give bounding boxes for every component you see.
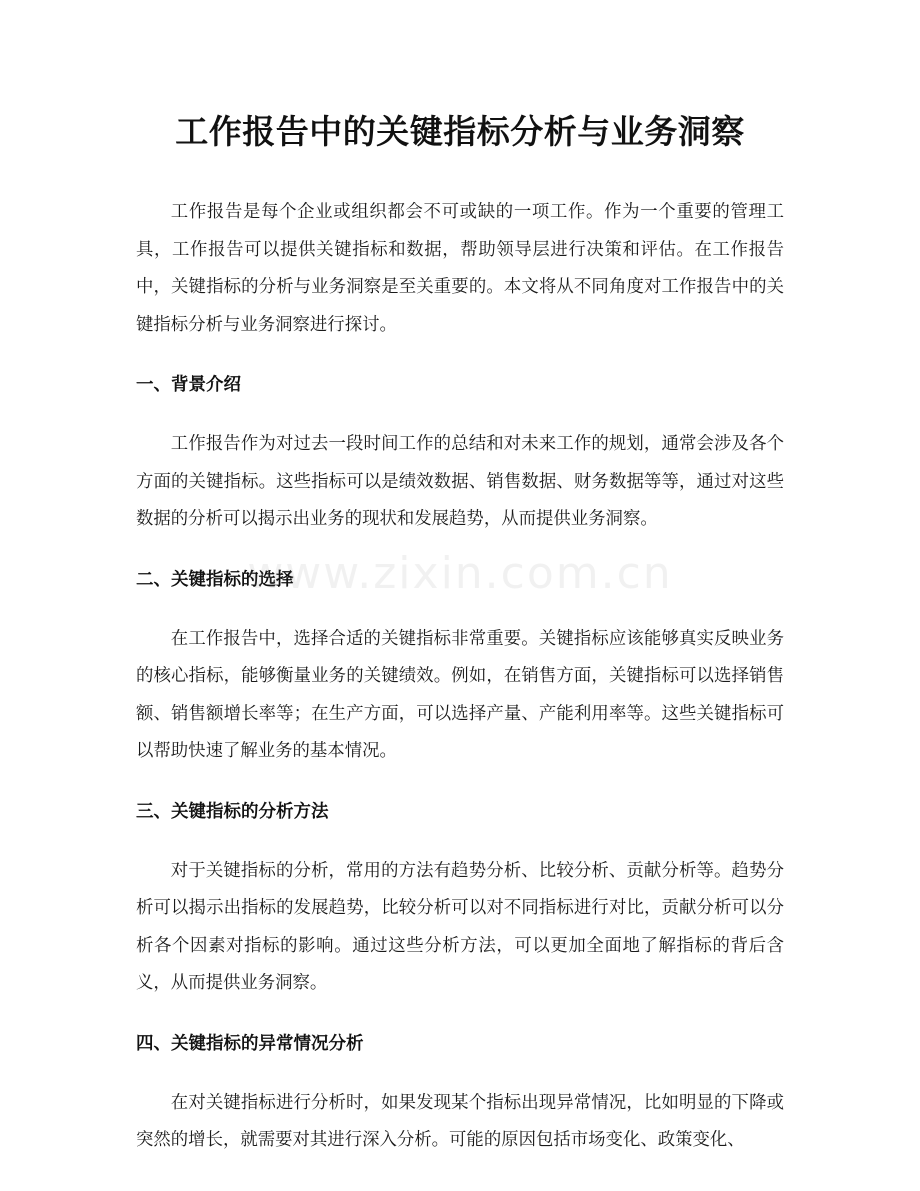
- section-body-anomaly: 在对关键指标进行分析时，如果发现某个指标出现异常情况，比如明显的下降或突然的增长，就需要对其进行深入分析。可能的原因包括市场变化、政策变化、: [136, 1092, 784, 1150]
- section-heading-selection: 二、关键指标的选择: [136, 569, 294, 590]
- section-body-background: 工作报告作为对过去一段时间工作的总结和对未来工作的规划，通常会涉及各个方面的关键指标。这些指标可以是绩效数据、销售数据、财务数据等等，通过对这些数据的分析可以揭示出业务的现状和发展趋势，从而提供业务洞察。: [136, 434, 784, 529]
- section-heading-anomaly: 四、关键指标的异常情况分析: [136, 1033, 364, 1054]
- intro-paragraph: 工作报告是每个企业或组织都会不可或缺的一项工作。作为一个重要的管理工具，工作报告可以提供关键指标和数据，帮助领导层进行决策和评估。在工作报告中，关键指标的分析与业务洞察是至关重要的。本文将从不同角度对工作报告中的关键指标分析与业务洞察进行探讨。: [136, 202, 784, 335]
- section-heading-background: 一、背景介绍: [136, 375, 241, 395]
- watermark: www.zixin.com.cn: [247, 548, 673, 599]
- section-body-methods: 对于关键指标的分析，常用的方法有趋势分析、比较分析、贡献分析等。趋势分析可以揭示出指标的发展趋势，比较分析可以对不同指标进行对比，贡献分析可以分析各个因素对指标的影响。通过这些分析方法，可以更加全面地了解指标的背后含义，从而提供业务洞察。: [136, 860, 784, 993]
- section-heading-methods: 三、关键指标的分析方法: [136, 801, 329, 822]
- section-body-selection: 在工作报告中，选择合适的关键指标非常重要。关键指标应该能够真实反映业务的核心指标，能够衡量业务的关键绩效。例如，在销售方面，关键指标可以选择销售额、销售额增长率等；在生产方面，可以选择产量、产能利用率等。这些关键指标可以帮助快速了解业务的基本情况。: [136, 628, 784, 761]
- document-title: 工作报告中的关键指标分析与业务洞察: [175, 112, 745, 151]
